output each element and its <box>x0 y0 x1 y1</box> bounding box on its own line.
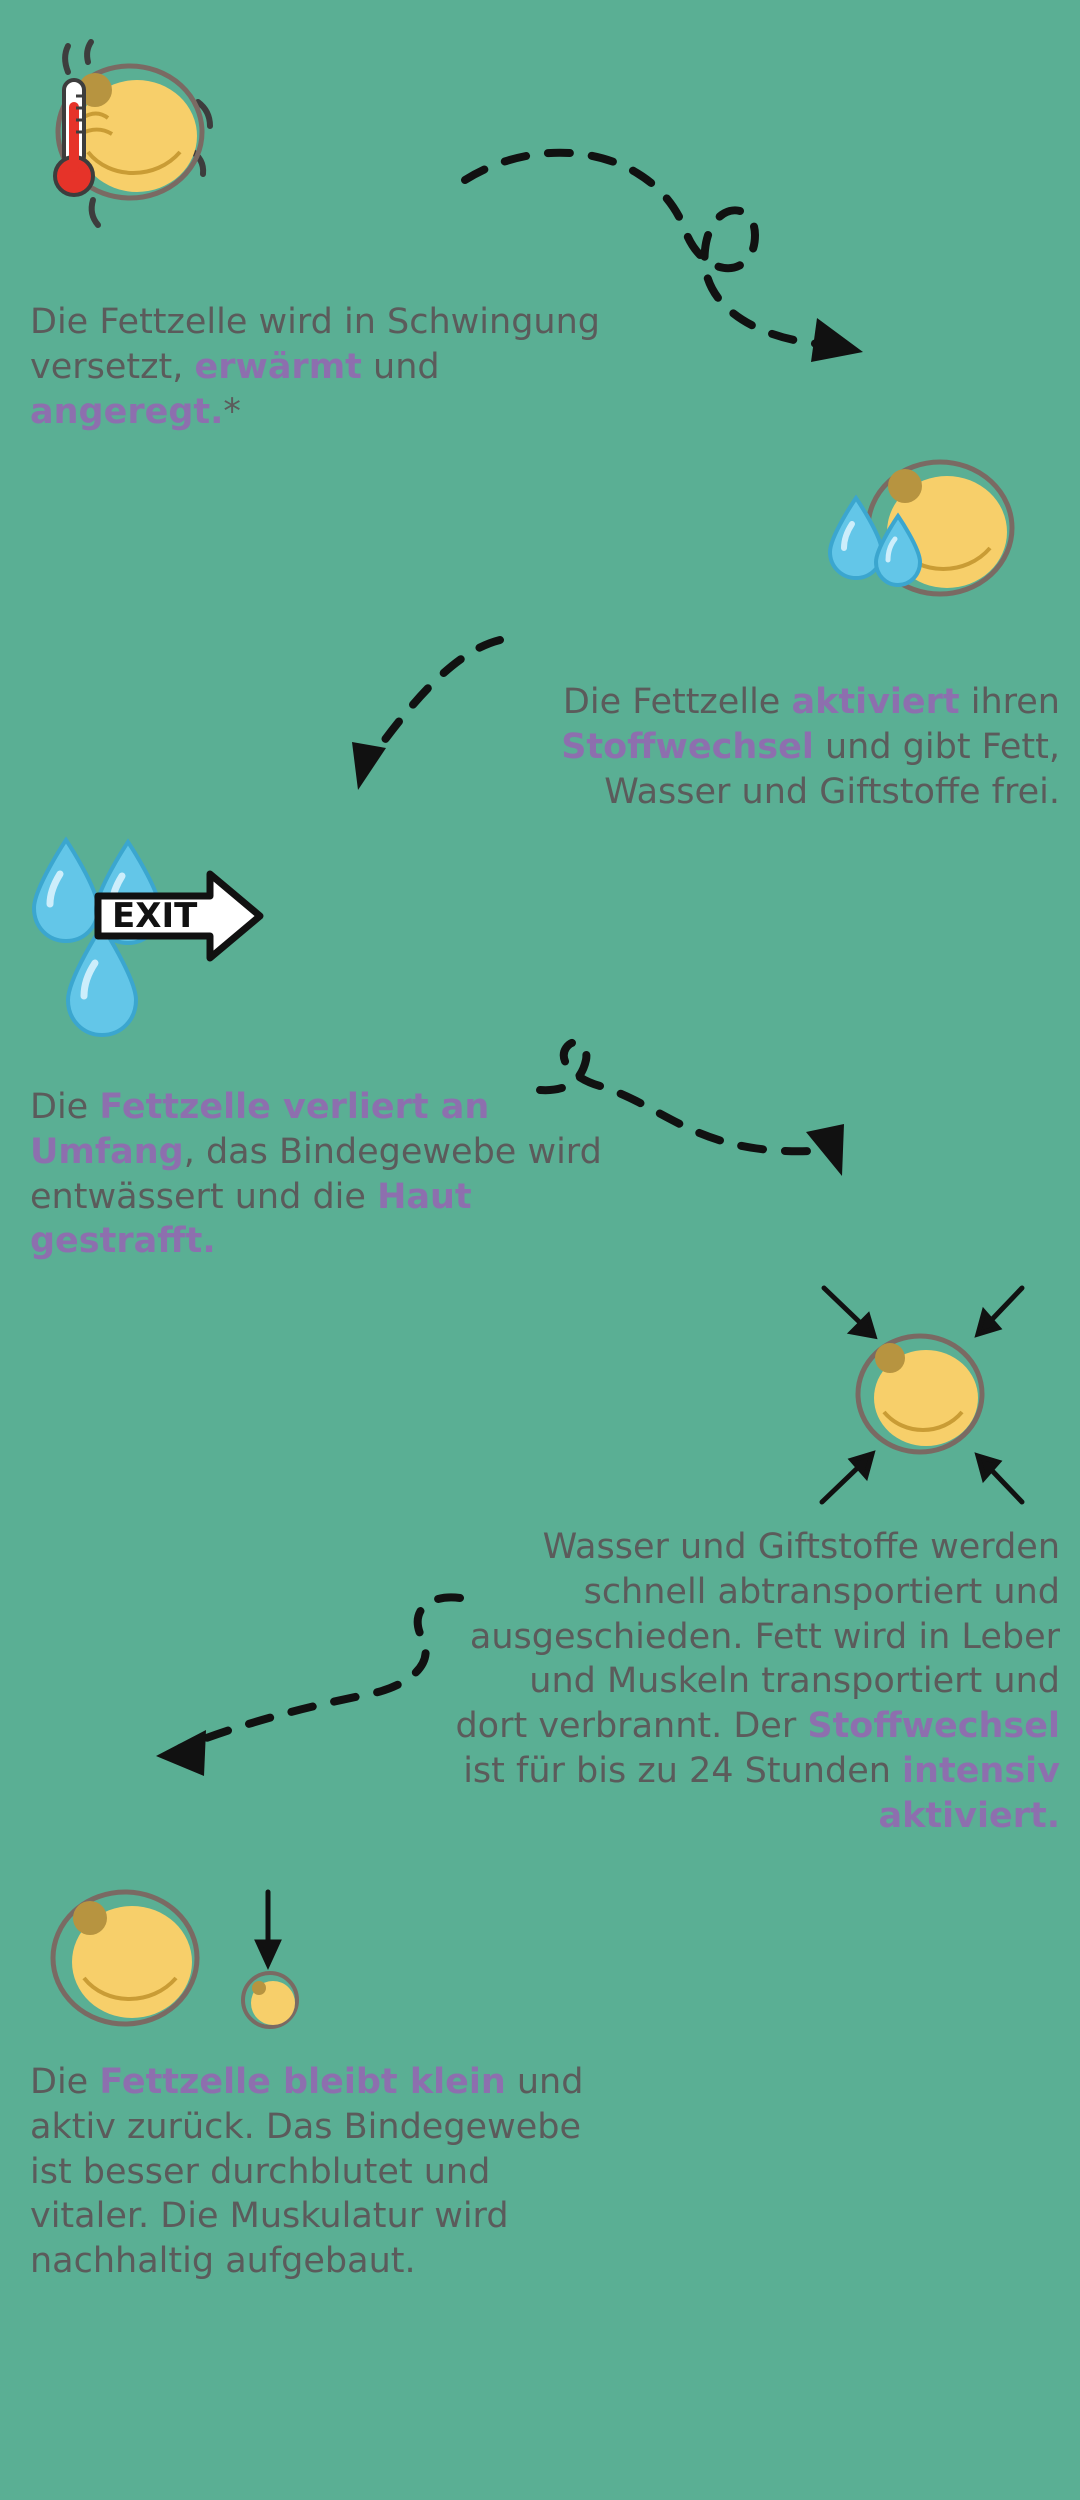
exit-label: EXIT <box>112 896 198 936</box>
step-4-text-part-1: Stoffwechsel <box>807 1706 1060 1747</box>
step-1-text-part-1: erwärmt <box>194 346 362 387</box>
step-2-text-part-3: Stoffwechsel <box>561 726 814 767</box>
step-4-text-part-0: Wasser und Giftstoffe werden schnell abtransportiert und ausgeschieden. Fett wird in Leber und Muskeln transportiert und dort verbrannt. Der <box>455 1527 1060 1747</box>
step-5-text-part-2: und aktiv zurück. Das Bindegewebe ist besser durchblutet und vitaler. Die Muskulatur wird nachhaltig aufgebaut. <box>30 2062 584 2282</box>
step-1-text-part-2: und <box>361 346 440 387</box>
step-5-text-part-1: Fettzelle bleibt klein <box>99 2062 506 2102</box>
step-5-text <box>30 2060 610 2284</box>
connector-1-dashed-arrow <box>455 140 935 380</box>
fat-cell-shrinking-arrows-icon <box>790 1280 1050 1510</box>
step-3-text-part-3: Haut gestrafft. <box>30 1176 472 1262</box>
step-3-text-part-0: Die <box>30 1087 100 1127</box>
connector-4-dashed-arrow <box>140 1590 480 1790</box>
step-1-text-part-0: Die Fettzelle wird in Schwingung versetzt, <box>30 302 601 387</box>
step-4-text-part-3: intensiv aktiviert. <box>878 1750 1060 1836</box>
step-1-text-part-4: * <box>223 391 241 432</box>
step-1-text-part-3: angeregt. <box>30 391 224 432</box>
fat-cell-with-water-drops-icon <box>820 440 1050 630</box>
step-2-text-part-0: Die Fettzelle <box>562 682 792 722</box>
step-3-text-part-2: , das Bindegewebe wird entwässert und die <box>30 1131 602 1217</box>
water-drops-exit-arrow-icon <box>20 830 300 1050</box>
fat-cell-with-thermometer-icon <box>30 40 230 230</box>
connector-3-dashed-arrow <box>530 1020 950 1220</box>
step-2-text <box>500 680 1060 814</box>
step-5-text-part-0: Die <box>30 2062 100 2102</box>
step-2-text-part-1: aktiviert <box>791 682 960 722</box>
connector-2-dashed-arrow <box>300 630 540 820</box>
step-2-text-part-2: ihren <box>959 682 1060 722</box>
step-2-text-part-4: und gibt Fett, Wasser und Giftstoffe frei. <box>604 726 1060 812</box>
small-fat-cell-icon <box>30 1880 320 2040</box>
step-4-text <box>455 1525 1060 1839</box>
step-4-text-part-2: ist für bis zu 24 Stunden <box>463 1750 903 1791</box>
step-3-text-part-1: Fettzelle verliert an Umfang <box>30 1087 490 1172</box>
